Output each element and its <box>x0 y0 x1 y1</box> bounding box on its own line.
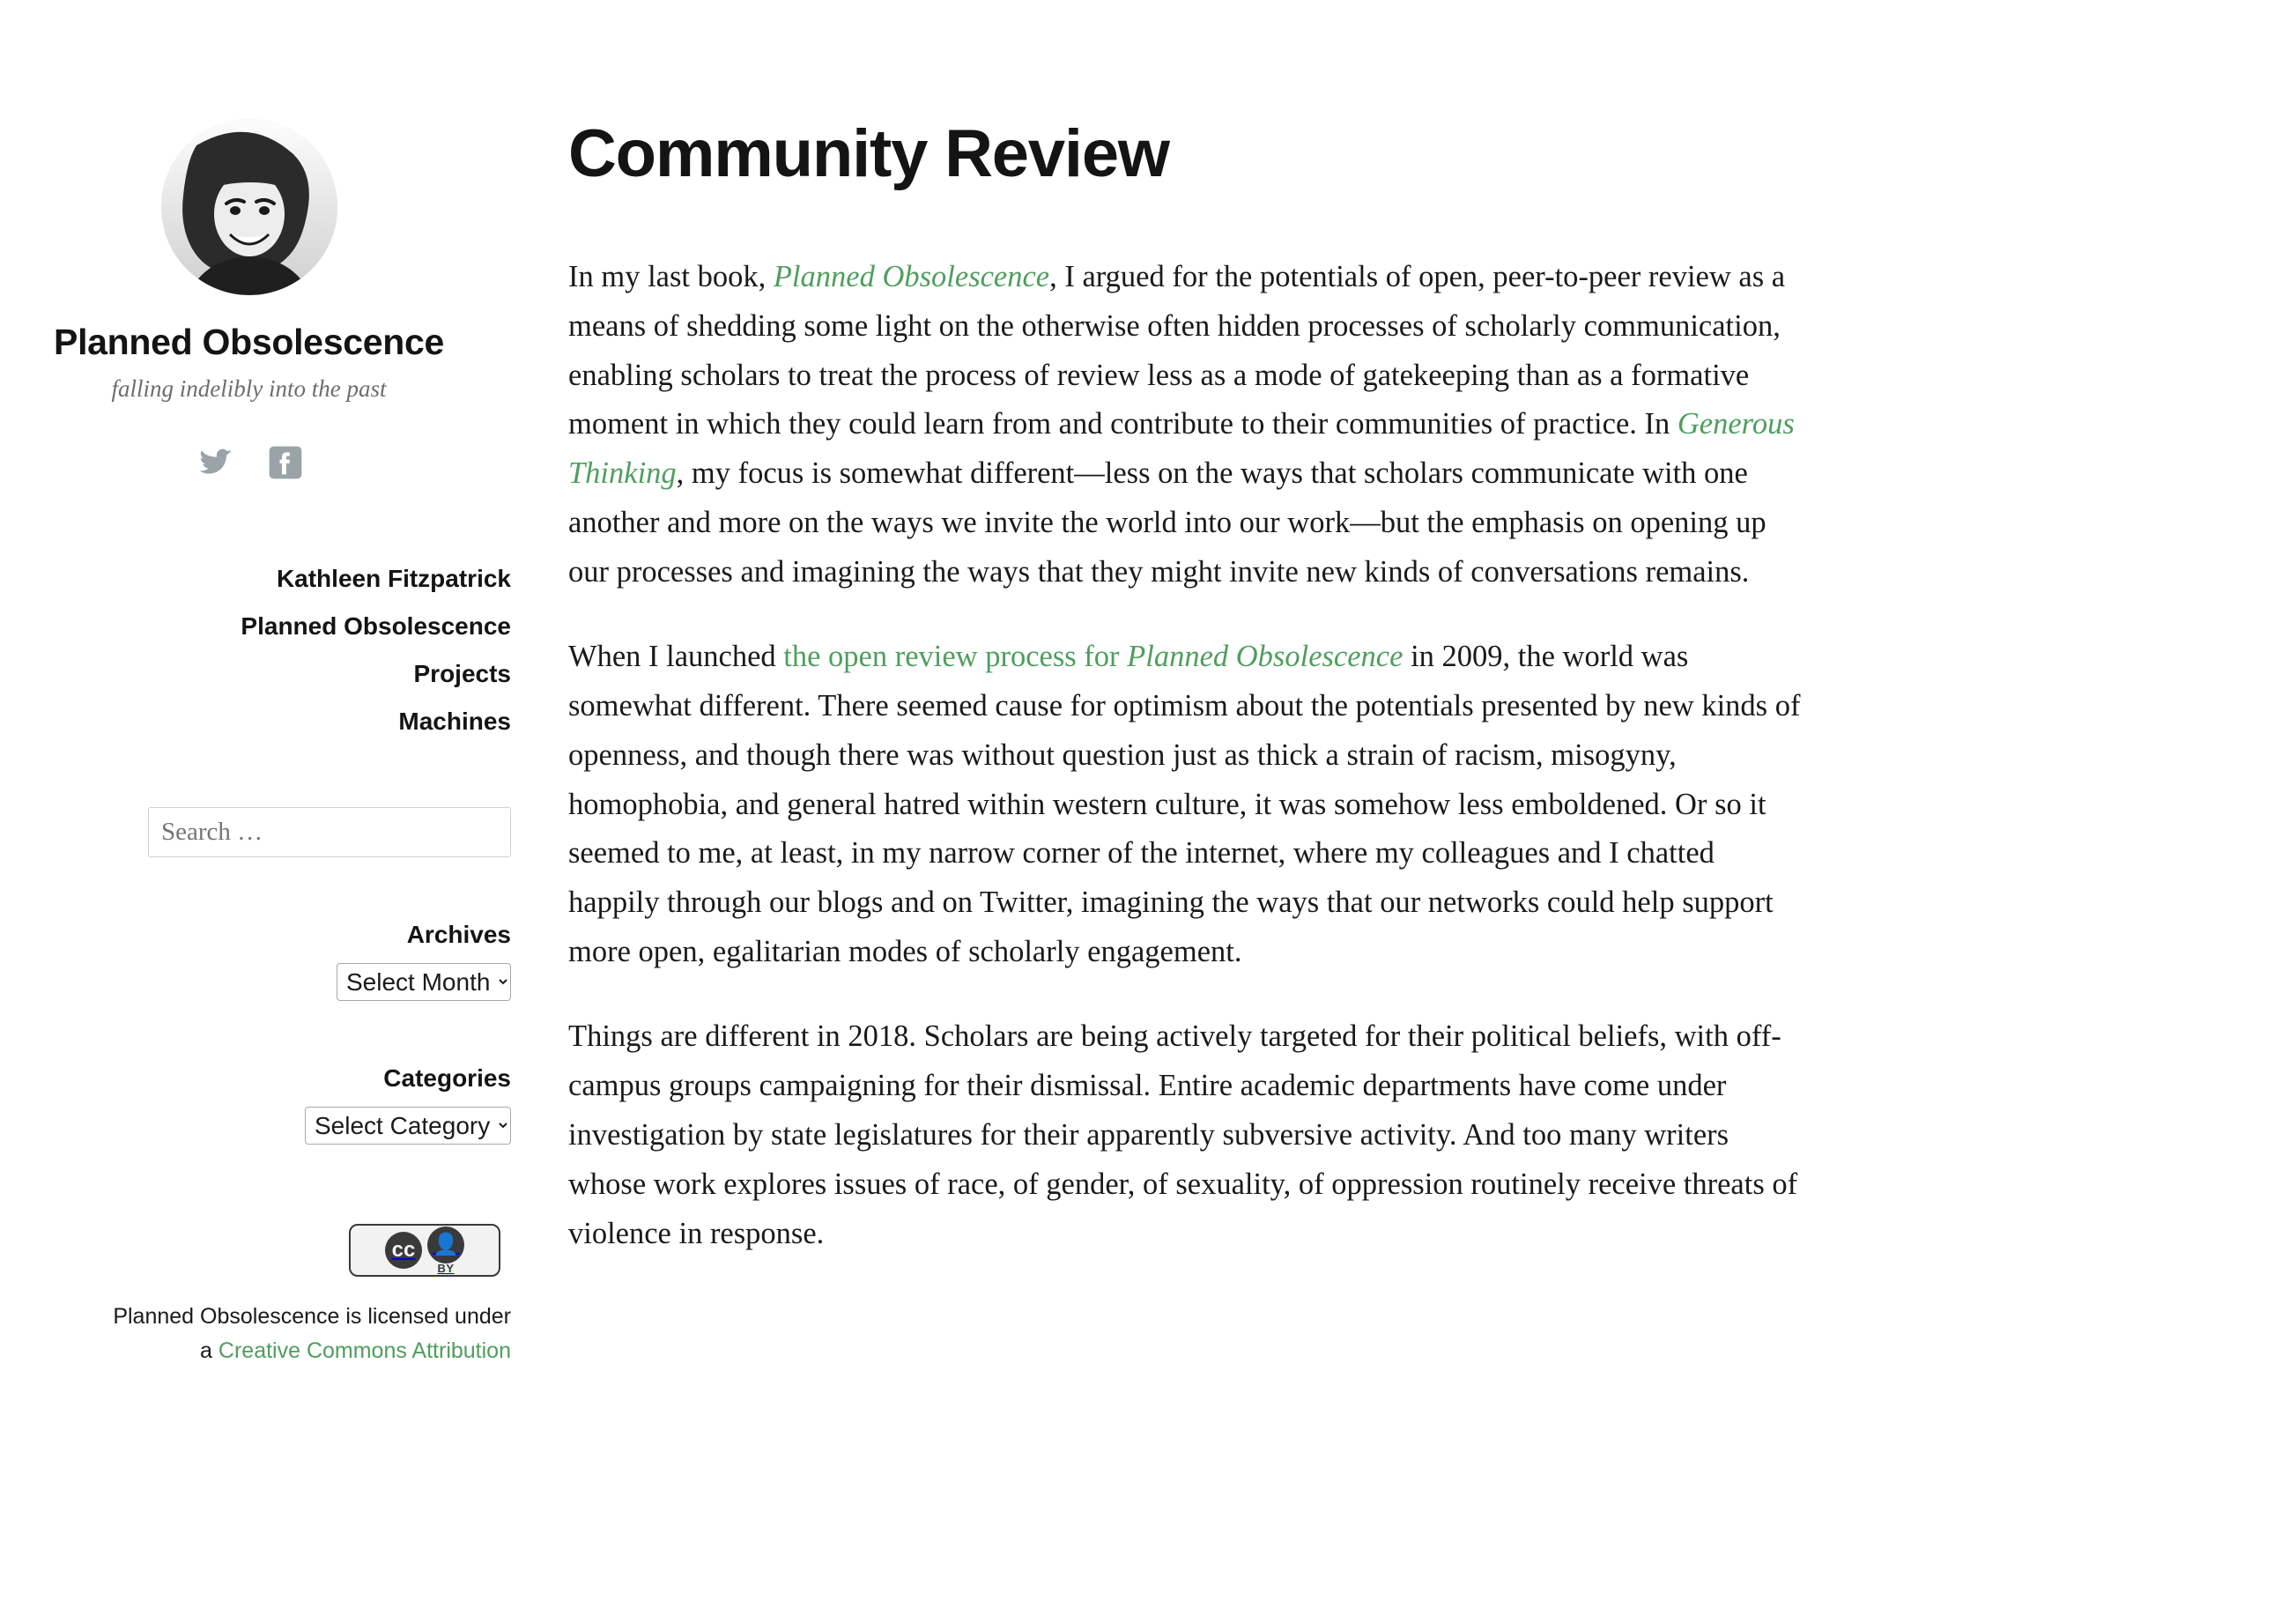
sidebar-item-machines[interactable]: Machines <box>398 708 511 735</box>
cc-by-label: BY <box>437 1261 455 1275</box>
search-input[interactable] <box>148 807 511 857</box>
inline-link-title[interactable] <box>1127 640 1403 673</box>
license-text <box>97 1300 511 1368</box>
cc-person-icon: 👤 <box>427 1227 464 1264</box>
sidebar-item-kathleen-fitzpatrick[interactable]: Kathleen Fitzpatrick <box>276 565 511 592</box>
paragraph-2 <box>568 633 1811 977</box>
paragraph-text: , I argued for the potentials of open, peer-to-peer review as a means of shedding some light on the otherwise often hidden processes of scholarly communication, enabling scholars to treat the process of review less as a mode of gatekeeping than as a formative moment in which they could learn from and contribute to their communities of practice. In <box>568 259 1786 441</box>
book-title: Generous Thinking <box>568 407 1795 491</box>
cc-logo-icon: cc <box>385 1232 422 1269</box>
book-title: Planned Obsolescence <box>1127 639 1404 673</box>
site-title[interactable]: Planned Obsolescence <box>54 322 444 362</box>
paragraph-text: in 2009, the world was somewhat different. There seemed cause for optimism about the potentials presented by new kinds of openness, and though there was without question just as thick a strain of racism, misogyny, homophobia, and general hatred within western culture, it was somehow less emboldened. Or so it seemed to me, at least, in my narrow corner of the internet, where my colleagues and I chatted happily through our blogs and on Twitter, imagining the ways that our networks could help support more open, egalitarian modes of scholarly engagement. <box>568 639 1801 969</box>
archives-title: Archives <box>406 921 511 948</box>
license-link[interactable]: Creative Commons Attribution <box>218 1338 511 1363</box>
license-block <box>0 1224 511 1368</box>
sidebar-item-planned-obsolescence[interactable]: Planned Obsolescence <box>241 612 511 640</box>
categories-title: Categories <box>383 1064 511 1092</box>
entry-content <box>568 253 1811 1259</box>
sidebar <box>0 119 568 1368</box>
sidebar-nav <box>0 555 511 745</box>
categories-select-wrap <box>0 1107 511 1145</box>
cc-by-cell <box>427 1227 464 1275</box>
inline-link-title[interactable] <box>774 260 1049 293</box>
paragraph-text: , my focus is somewhat different—less on the ways that scholars communicate with one another and more on the ways we invite the world into our work—but the emphasis on opening up our processes and imagining the ways that they might invite new kinds of conversations remains. <box>568 456 1766 589</box>
book-title: Planned Obsolescence <box>773 259 1050 293</box>
paragraph-3 <box>568 1012 1811 1258</box>
paragraph-text: Things are different in 2018. Scholars are being actively targeted for their political beliefs, with off-campus groups campaigning for their dismissal. Entire academic departments have come under investigation by state legislatures for their apparently subversive activity. And too many writers whose work explores issues of race, of gender, of sexuality, of oppression routinely receive threats of violence in response. <box>568 1019 1798 1250</box>
search-form <box>0 807 511 857</box>
paragraph-text: When I launched <box>568 639 784 673</box>
archives-select-wrap <box>0 963 511 1001</box>
main-content <box>568 116 1943 1368</box>
social-links <box>0 445 511 480</box>
archives-select[interactable] <box>337 963 511 1001</box>
site-tagline: falling indelibly into the past <box>111 375 387 402</box>
twitter-glyph <box>196 445 236 480</box>
paragraph-1 <box>568 253 1811 597</box>
avatar-wrap <box>0 119 511 295</box>
facebook-glyph <box>268 445 303 480</box>
avatar <box>161 119 337 295</box>
avatar-photo-icon <box>161 119 337 295</box>
inline-link[interactable]: the open review process for <box>783 639 1128 673</box>
categories-select[interactable] <box>305 1107 511 1145</box>
creative-commons-badge-icon[interactable] <box>349 1224 500 1277</box>
paragraph-text: In my last book, <box>568 259 774 293</box>
sidebar-item-projects[interactable]: Projects <box>413 660 511 687</box>
page-title: Community Review <box>568 116 1169 191</box>
twitter-icon[interactable] <box>196 445 236 480</box>
license-text-before: Planned Obsolescence is licensed under a <box>113 1304 511 1363</box>
facebook-icon[interactable] <box>268 445 303 480</box>
